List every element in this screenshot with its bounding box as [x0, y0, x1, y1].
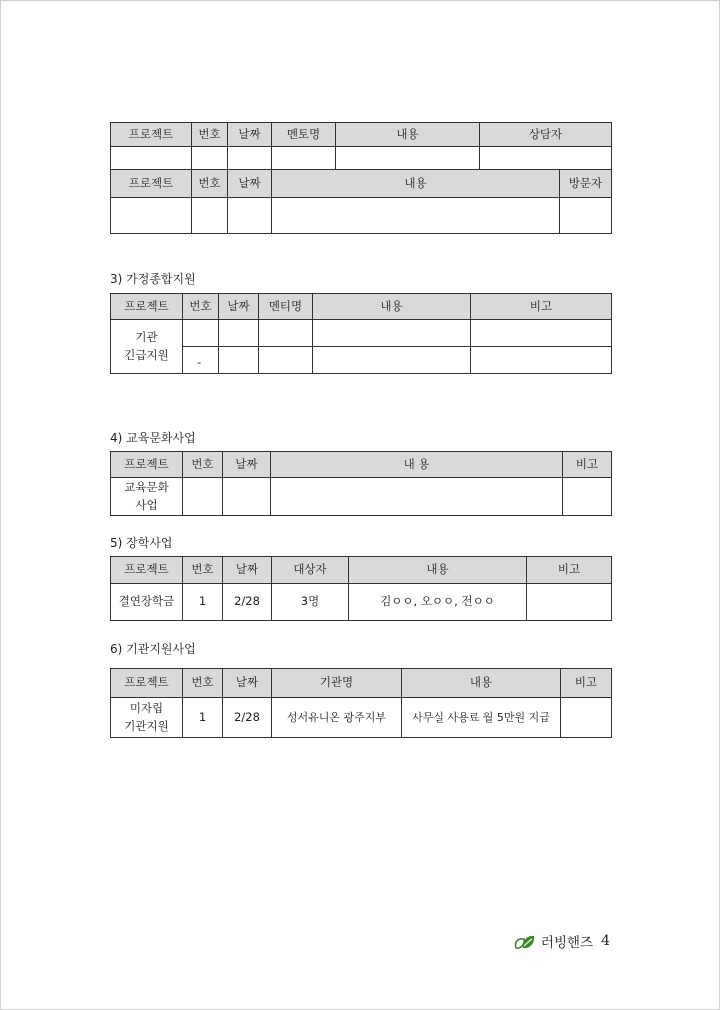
table-cell: [336, 147, 480, 170]
table-cell: 결연장학금: [111, 584, 183, 621]
col-header: 상담자: [480, 123, 612, 147]
table-cell: 사무실 사용료 월 5만원 지급: [402, 698, 561, 738]
scholarship-table: [110, 556, 612, 621]
table-cell: [111, 198, 192, 234]
col-header: 번호: [192, 123, 228, 147]
col-header: 대상자: [272, 557, 349, 584]
table-cell: 1: [183, 584, 223, 621]
table-cell: [219, 347, 259, 374]
table-cell: 2/28: [223, 698, 272, 738]
col-header: 날짜: [219, 294, 259, 320]
table-cell: [313, 347, 471, 374]
table-cell: [271, 478, 563, 516]
brand-name: 러빙핸즈: [540, 935, 594, 951]
col-header: 날짜: [223, 669, 272, 698]
table-cell: [192, 147, 228, 170]
family-support-table: [110, 293, 612, 374]
project-line: 교육문화: [124, 479, 169, 494]
project-line: 미자립: [129, 700, 164, 715]
col-header: 번호: [192, 170, 228, 198]
col-header: 프로젝트: [111, 294, 183, 320]
table-cell: [192, 198, 228, 234]
table-cell: [183, 320, 219, 347]
table-cell: [228, 147, 272, 170]
education-table: [110, 451, 612, 516]
table-cell: [111, 147, 192, 170]
table-cell: [183, 478, 223, 516]
col-header: 멘티명: [259, 294, 313, 320]
table-cell: [272, 147, 336, 170]
page-number: 4: [601, 933, 610, 949]
project-line: 기관지원: [124, 718, 169, 733]
col-header: 프로젝트: [111, 170, 192, 198]
col-header: 날짜: [223, 557, 272, 584]
project-line: 사업: [135, 497, 158, 512]
table-cell: [228, 198, 272, 234]
table-cell: [480, 147, 612, 170]
col-header: 프로젝트: [111, 452, 183, 478]
col-header: 내용: [336, 123, 480, 147]
col-header: 번호: [183, 557, 223, 584]
col-header: 내용: [349, 557, 527, 584]
col-header: 번호: [183, 294, 219, 320]
section-title: 6) 기관지원사업: [110, 642, 196, 656]
table-cell: [259, 347, 313, 374]
project-cell: [111, 320, 183, 374]
section-title: 5) 장학사업: [110, 536, 173, 550]
table-cell: [563, 478, 612, 516]
leaf-logo-icon: [513, 931, 539, 951]
table-cell: [313, 320, 471, 347]
table-cell: [471, 347, 612, 374]
col-header: 프로젝트: [111, 669, 183, 698]
col-header: 비고: [561, 669, 612, 698]
col-header: 프로젝트: [111, 123, 192, 147]
col-header: 번호: [183, 452, 223, 478]
table-cell: 성서유니온 광주지부: [272, 698, 402, 738]
table-cell: 2/28: [223, 584, 272, 621]
table-cell: [223, 478, 271, 516]
table-cell: [272, 198, 560, 234]
table-cell: [471, 320, 612, 347]
table-cell: 1: [183, 698, 223, 738]
mentor-table: [110, 122, 612, 170]
table-cell: [560, 198, 612, 234]
table-cell: [219, 320, 259, 347]
col-header: 비고: [563, 452, 612, 478]
table-cell: 3명: [272, 584, 349, 621]
table-cell: 김ㅇㅇ, 오ㅇㅇ, 전ㅇㅇ: [349, 584, 527, 621]
col-header: 내용: [402, 669, 561, 698]
col-header: 날짜: [228, 170, 272, 198]
table-cell: [259, 320, 313, 347]
col-header: 내 용: [271, 452, 563, 478]
table-cell: [527, 584, 612, 621]
number-cell: -: [183, 347, 219, 374]
table-cell: [561, 698, 612, 738]
col-header: 비고: [471, 294, 612, 320]
page-footer: [513, 931, 610, 951]
col-header: 멘토명: [272, 123, 336, 147]
project-line: 긴급지원: [124, 347, 169, 362]
col-header: 번호: [183, 669, 223, 698]
col-header: 비고: [527, 557, 612, 584]
visit-table: [110, 169, 612, 234]
project-line: 기관: [135, 329, 158, 344]
col-header: 내용: [272, 170, 560, 198]
institution-support-table: [110, 668, 612, 738]
col-header: 날짜: [223, 452, 271, 478]
section-title: 3) 가정종합지원: [110, 272, 196, 286]
col-header: 날짜: [228, 123, 272, 147]
project-cell: [111, 478, 183, 516]
project-cell: [111, 698, 183, 738]
col-header: 내용: [313, 294, 471, 320]
col-header: 프로젝트: [111, 557, 183, 584]
col-header: 기관명: [272, 669, 402, 698]
col-header: 방문자: [560, 170, 612, 198]
section-title: 4) 교육문화사업: [110, 431, 196, 445]
